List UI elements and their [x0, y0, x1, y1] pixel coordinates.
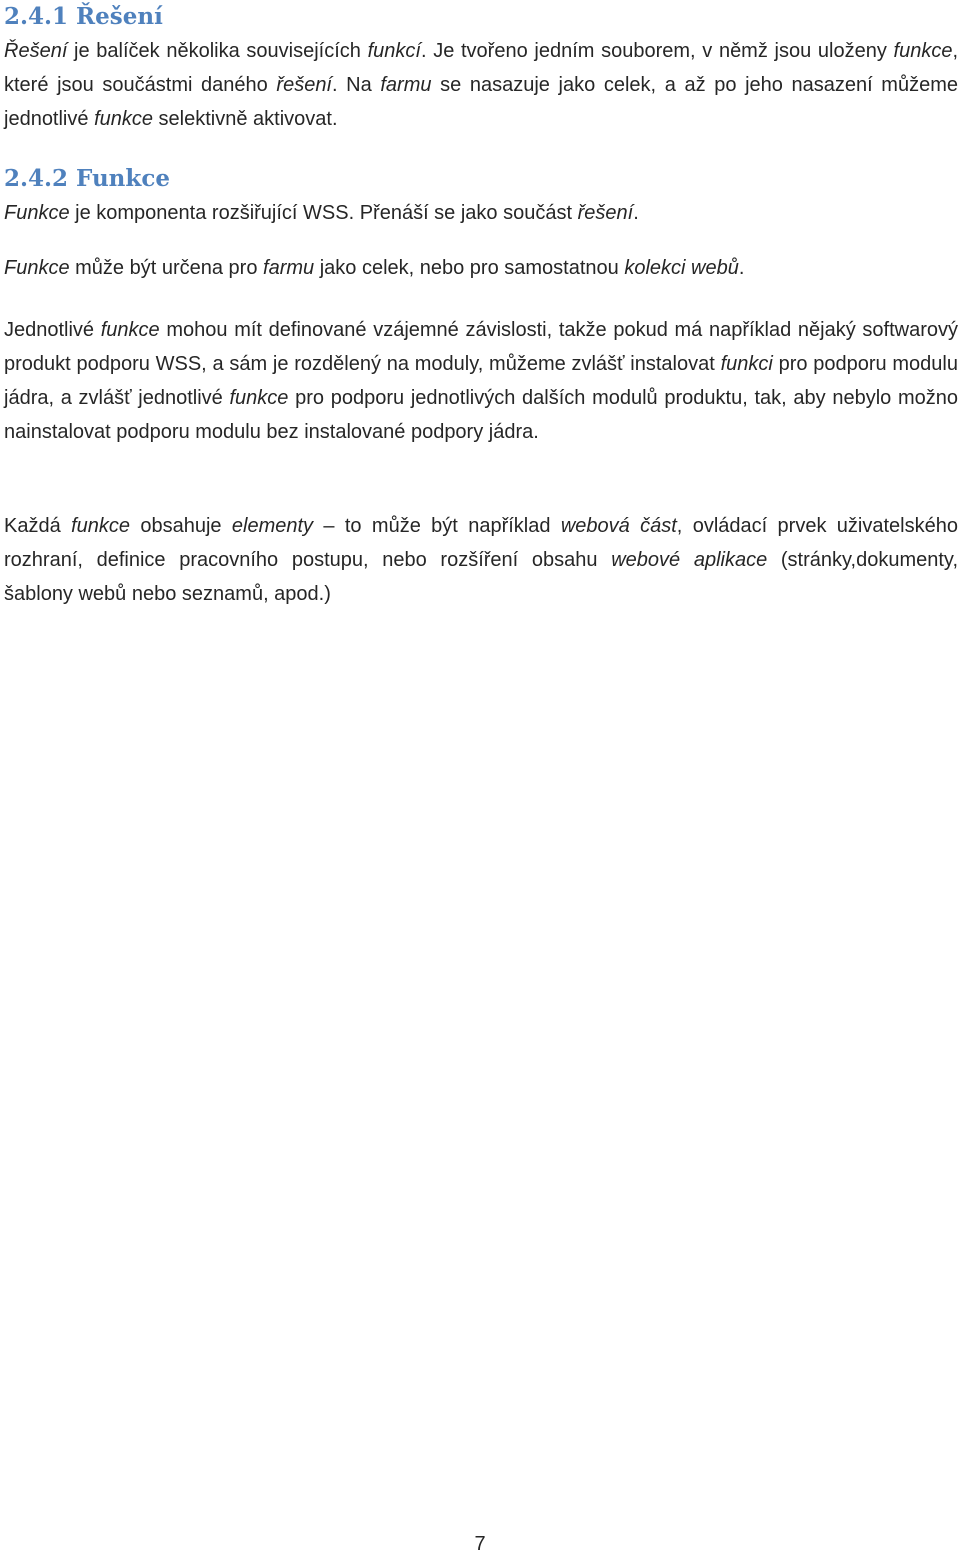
- paragraph-funkce-elements: [4, 509, 958, 611]
- italic-term: funkce: [71, 515, 130, 537]
- text-run: (stránky,dokumenty, šablony webů nebo seznamů, apod.): [4, 549, 958, 605]
- text-run: – to může být například: [313, 515, 561, 537]
- text-run: pro podporu jednotlivých dalších modulů produktu, tak, aby nebylo možno nainstalovat podporu modulu bez instalované podpory jádra.: [4, 387, 958, 443]
- text-run: pro podporu modulu jádra, a zvlášť jednotlivé: [4, 353, 958, 409]
- italic-term: webová část: [560, 515, 677, 537]
- italic-term: Funkce: [4, 257, 70, 279]
- section-heading-reseni: 2.4.1 Řešení: [4, 3, 163, 30]
- paragraph-reseni: [4, 34, 958, 136]
- text-run: Jednotlivé: [4, 319, 101, 341]
- italic-term: funkce: [94, 108, 153, 130]
- page-number: 7: [474, 1533, 486, 1555]
- text-run: selektivně aktivovat.: [153, 108, 338, 130]
- text-run: může být určena pro: [69, 257, 264, 279]
- italic-term: webové aplikace: [611, 549, 768, 571]
- italic-term: farmu: [380, 74, 432, 96]
- text-run: obsahuje: [130, 515, 232, 537]
- text-run: .: [633, 202, 639, 224]
- italic-term: Řešení: [4, 40, 68, 62]
- text-run: mohou mít definované vzájemné závislosti, takže pokud má například nějaký softwarový produkt podporu WSS, a sám je rozdělený na moduly, můžeme zvlášť instalovat: [4, 319, 958, 375]
- italic-term: řešení: [276, 74, 332, 96]
- italic-term: funkce: [893, 40, 953, 62]
- text-run: . Je tvořeno jedním souborem, v němž jsou uloženy: [420, 40, 894, 62]
- text-run: je komponenta rozšiřující WSS. Přenáší se jako součást: [69, 202, 578, 224]
- italic-term: Funkce: [4, 202, 70, 224]
- text-run: .: [738, 257, 745, 279]
- paragraph-funkce-definition: [4, 196, 958, 230]
- text-run: , ovládací prvek uživatelského rozhraní, definice pracovního postupu, nebo rozšíření obsahu: [4, 515, 958, 571]
- italic-term: funkcí: [367, 40, 421, 62]
- text-run: je balíček několika souvisejících: [67, 40, 368, 62]
- italic-term: kolekci webů: [624, 257, 739, 279]
- text-run: Každá: [4, 515, 72, 537]
- text-run: jako celek, nebo pro samostatnou: [314, 257, 625, 279]
- text-run: , které jsou součástmi daného: [4, 40, 959, 96]
- text-run: . Na: [332, 74, 381, 96]
- italic-term: řešení: [577, 202, 634, 224]
- section-heading-funkce: 2.4.2 Funkce: [4, 165, 170, 192]
- italic-term: funkci: [720, 353, 773, 375]
- italic-term: farmu: [263, 257, 315, 279]
- italic-term: funkce: [100, 319, 160, 341]
- paragraph-funkce-dependencies: [4, 313, 958, 449]
- italic-term: elementy: [231, 515, 314, 537]
- italic-term: funkce: [229, 387, 289, 409]
- text-run: se nasazuje jako celek, a až po jeho nasazení můžeme jednotlivé: [4, 74, 958, 130]
- paragraph-funkce-scope: [4, 251, 958, 285]
